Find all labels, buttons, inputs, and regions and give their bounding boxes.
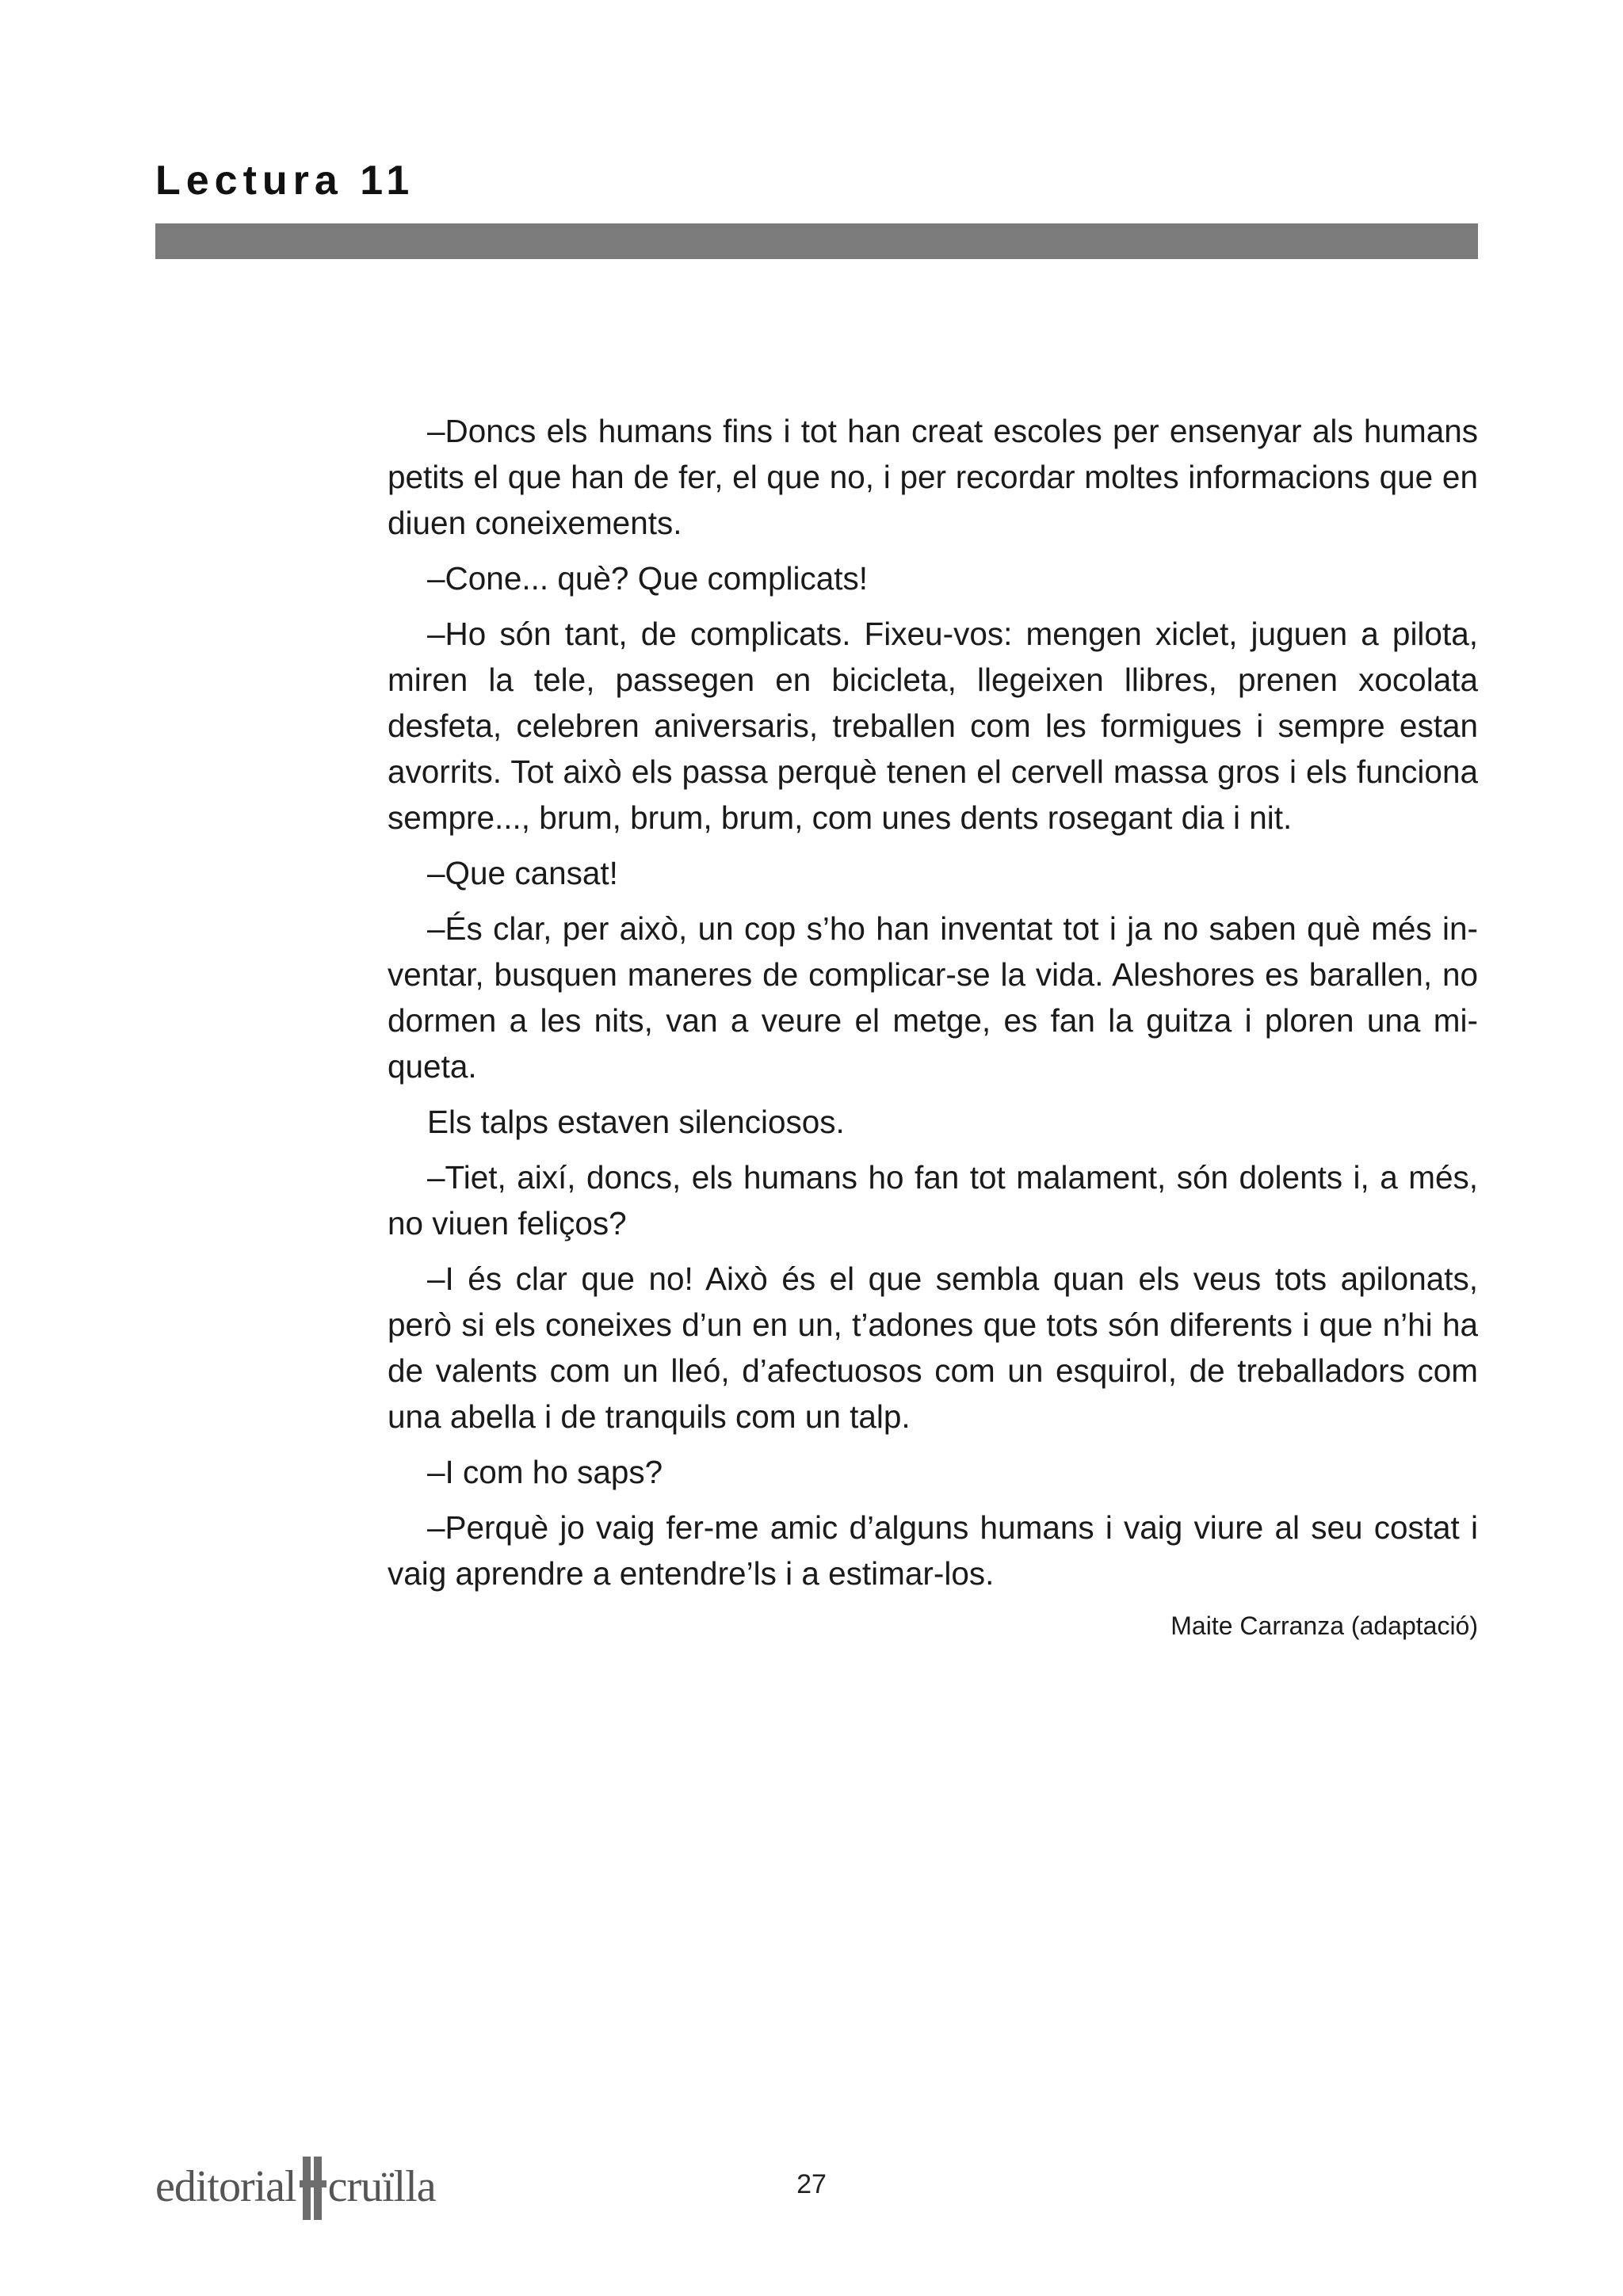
paragraph: –I és clar que no! Això és el que sembla quan els veus tots apilonats, però si els coneixes d’un en un, t’adones que tots són diferents i que n’hi ha de valents com un lleó, d’afectuosos com un esquirol, de treballadors com una abella i de tranquils com un talp. xyxy=(388,1261,1478,1435)
logo-text-editorial: editorial xyxy=(155,2162,296,2211)
title-divider-bar xyxy=(155,223,1478,259)
page-title: Lectura 11 xyxy=(155,158,415,204)
reading-text xyxy=(388,408,1478,1606)
paragraph: –És clar, per això, un cop s’ho han inventat tot i ja no saben què més inventar, busquen maneres de complicar-se la vida. Aleshores es barallen, no dormen a les nits, van a veure el metge, es fan la guitza i ploren una miqueta. xyxy=(388,910,1478,1085)
paragraph: –Doncs els humans fins i tot han creat escoles per ensenyar als humans petits el que han de fer, el que no, i per recordar moltes informacions que en diuen coneixements. xyxy=(388,413,1478,541)
paragraph: Els talps estaven silenciosos. xyxy=(427,1104,845,1140)
paragraph: –Perquè jo vaig fer-me amic d’alguns humans i vaig viure al seu costat i vaig aprendre a entendre’ls i a estimar-los. xyxy=(388,1509,1478,1592)
paragraph: –Ho són tant, de complicats. Fixeu-vos: mengen xiclet, juguen a pilota, miren la tele, passegen en bicicleta, llegeixen llibres, prenen xocolata desfeta, celebren aniversaris, treballen com les formigues i sempre estan avorrits. Tot això els passa perquè tenen el cervell massa gros i els funciona sempre..., brum, brum, brum, com unes dents rosegant dia i nit. xyxy=(388,616,1478,836)
page-number: 27 xyxy=(796,2169,827,2199)
paragraph: –Tiet, així, doncs, els humans ho fan tot malament, són dolents i, a més, no viuen feliços? xyxy=(388,1159,1478,1241)
paragraph: –Cone... què? Que complicats! xyxy=(427,560,869,597)
paragraph: –I com ho saps? xyxy=(427,1454,663,1490)
logo-text-cruilla: cruïlla xyxy=(327,2162,436,2211)
author-attribution: Maite Carranza (adaptació) xyxy=(1170,1611,1478,1640)
paragraph: –Que cansat! xyxy=(427,855,618,891)
